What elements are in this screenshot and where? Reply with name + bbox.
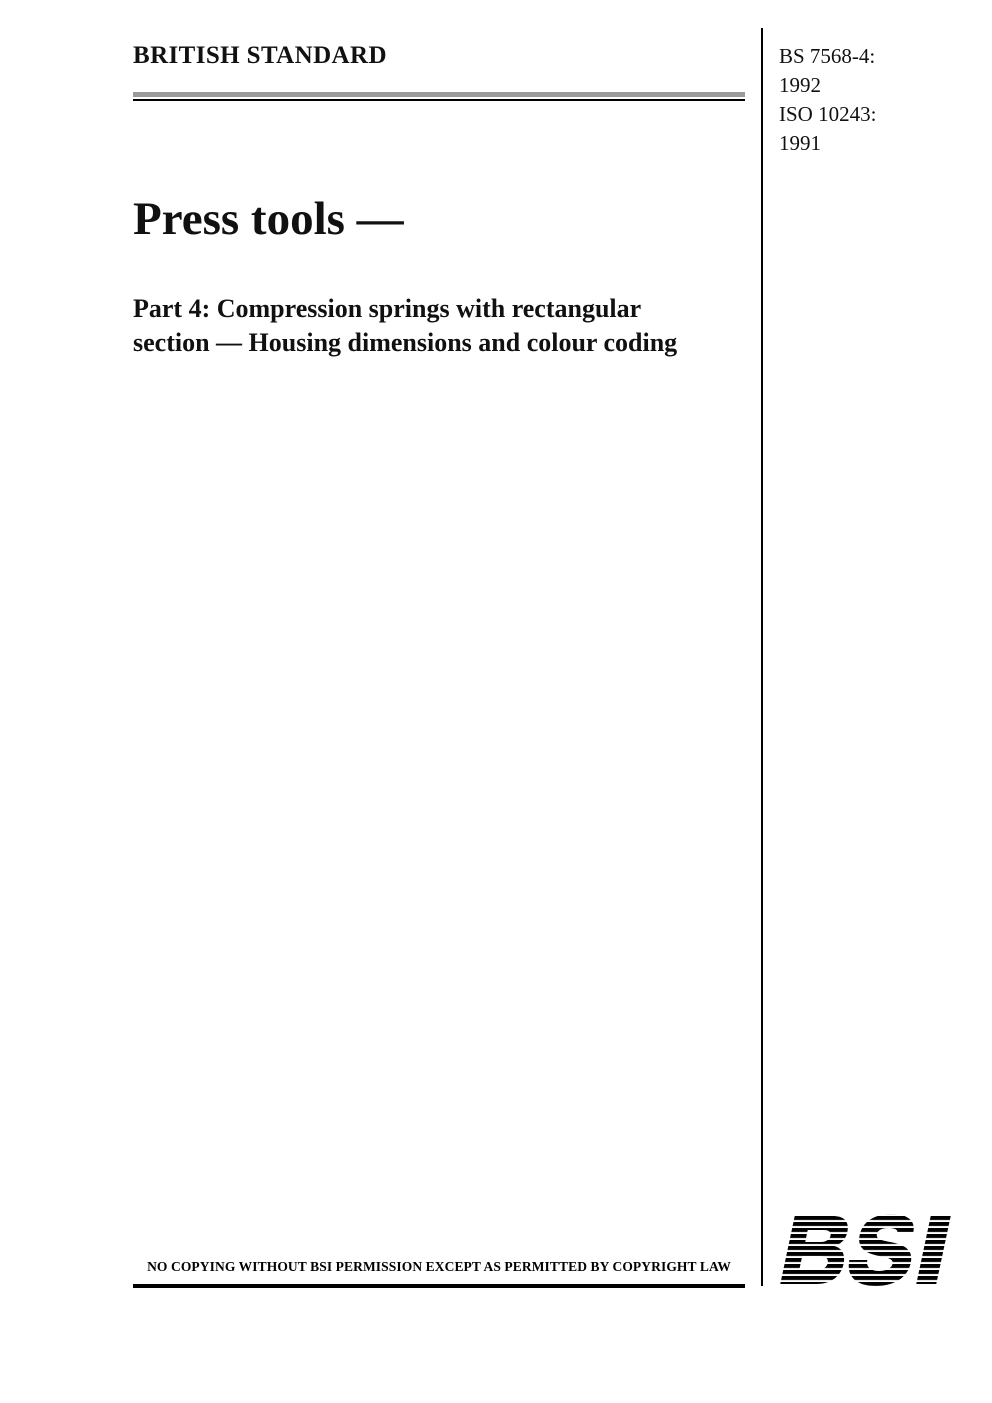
reference-line-3: ISO 10243:: [779, 102, 877, 126]
reference-line-1: BS 7568-4:: [779, 44, 876, 68]
standard-reference-block: [779, 42, 969, 158]
bsi-logo: [768, 1210, 958, 1300]
vertical-divider-rule: [761, 28, 763, 1286]
document-title: Press tools —: [133, 193, 404, 245]
copyright-notice: NO COPYING WITHOUT BSI PERMISSION EXCEPT AS PERMITTED BY COPYRIGHT LAW: [147, 1259, 731, 1274]
footer-rule: [133, 1284, 745, 1288]
header-rule-thin: [133, 99, 745, 101]
reference-line-2: 1992: [779, 73, 821, 97]
reference-line-4: 1991: [779, 131, 821, 155]
header-rule-thick: [133, 92, 745, 97]
document-subtitle: Part 4: Compression springs with rectangular section — Housing dimensions and colour coding: [133, 294, 678, 357]
page-header-standard-label: BRITISH STANDARD: [133, 42, 387, 69]
